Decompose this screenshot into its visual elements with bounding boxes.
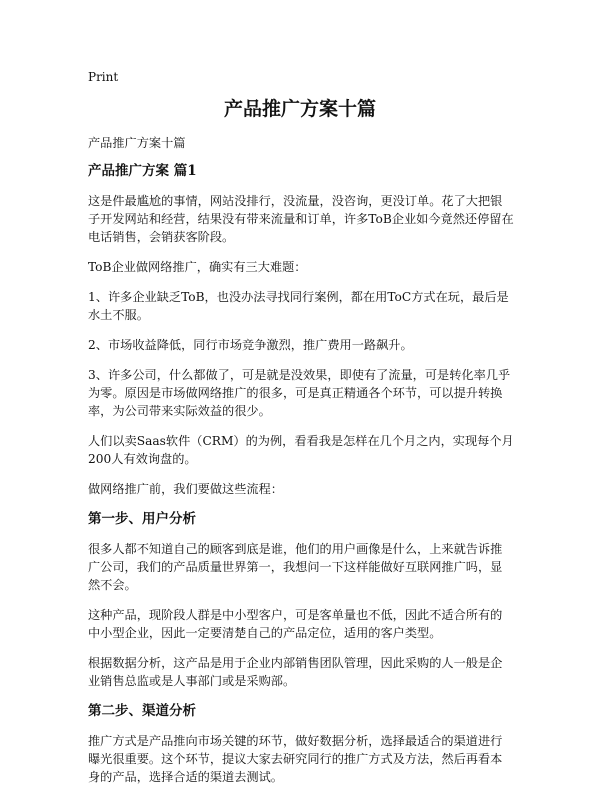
section-heading-1: 产品推广方案 篇1 (88, 163, 197, 179)
paragraph-9: 这种产品，现阶段人群是中小型客户，可是客单量也不低，因此不适合所有的中小型企业，因此一定要清楚自己的产品定位，适用的客户类型。 (88, 608, 503, 640)
step2-heading: 第二步、渠道分析 (88, 703, 196, 719)
document-subtitle: 产品推广方案十篇 (88, 136, 186, 150)
document-title: 产品推广方案十篇 (223, 98, 376, 120)
paragraph-2: ToB企业做网络推广，确实有三大难题： (88, 260, 307, 274)
step1-heading: 第一步、用户分析 (88, 511, 196, 527)
paragraph-6: 人们以卖Saas软件（CRM）的为例，看看我是怎样在几个月之内，实现每个月200人有效询盘的。 (88, 434, 514, 466)
print-label: Print (88, 70, 119, 84)
paragraph-5: 3、许多公司，什么都做了，可是就是没效果，即使有了流量，可是转化率几乎为零。原因是市场做网络推广的很多，可是真正精通各个环节，可以提升转换率，为公司带来实际效益的很少。 (88, 368, 511, 418)
paragraph-3: 1、许多企业缺乏ToB，也没办法寻找同行案例，都在用ToC方式在玩，最后是水土不服。 (88, 290, 509, 322)
document-body (88, 134, 514, 798)
paragraph-11: 推广方式是产品推向市场关键的环节，做好数据分析，选择最适合的渠道进行曝光很重要。这个环节，提议大家去研究同行的推广方式及方法，然后再看本身的产品，选择合适的渠道去测试。 (88, 734, 503, 784)
paragraph-4: 2、市场收益降低，同行市场竞争激烈，推广费用一路飙升。 (88, 338, 413, 352)
paragraph-1: 这是件最尴尬的事情，网站没排行，没流量，没咨询，更没订单。花了大把银子开发网站和经营，结果没有带来流量和订单，许多ToB企业如今竟然还停留在电话销售，会销获客阶段。 (88, 194, 514, 244)
paragraph-7: 做网络推广前，我们要做这些流程： (88, 482, 283, 496)
paragraph-10: 根据数据分析，这产品是用于企业内部销售团队管理，因此采购的人一般是企业销售总监或是人事部门或是采购部。 (88, 656, 503, 688)
paragraph-8: 很多人都不知道自己的顾客到底是谁，他们的用户画像是什么，上来就告诉推广公司，我们的产品质量世界第一，我想问一下这样能做好互联网推广吗，显然不会。 (88, 542, 503, 592)
